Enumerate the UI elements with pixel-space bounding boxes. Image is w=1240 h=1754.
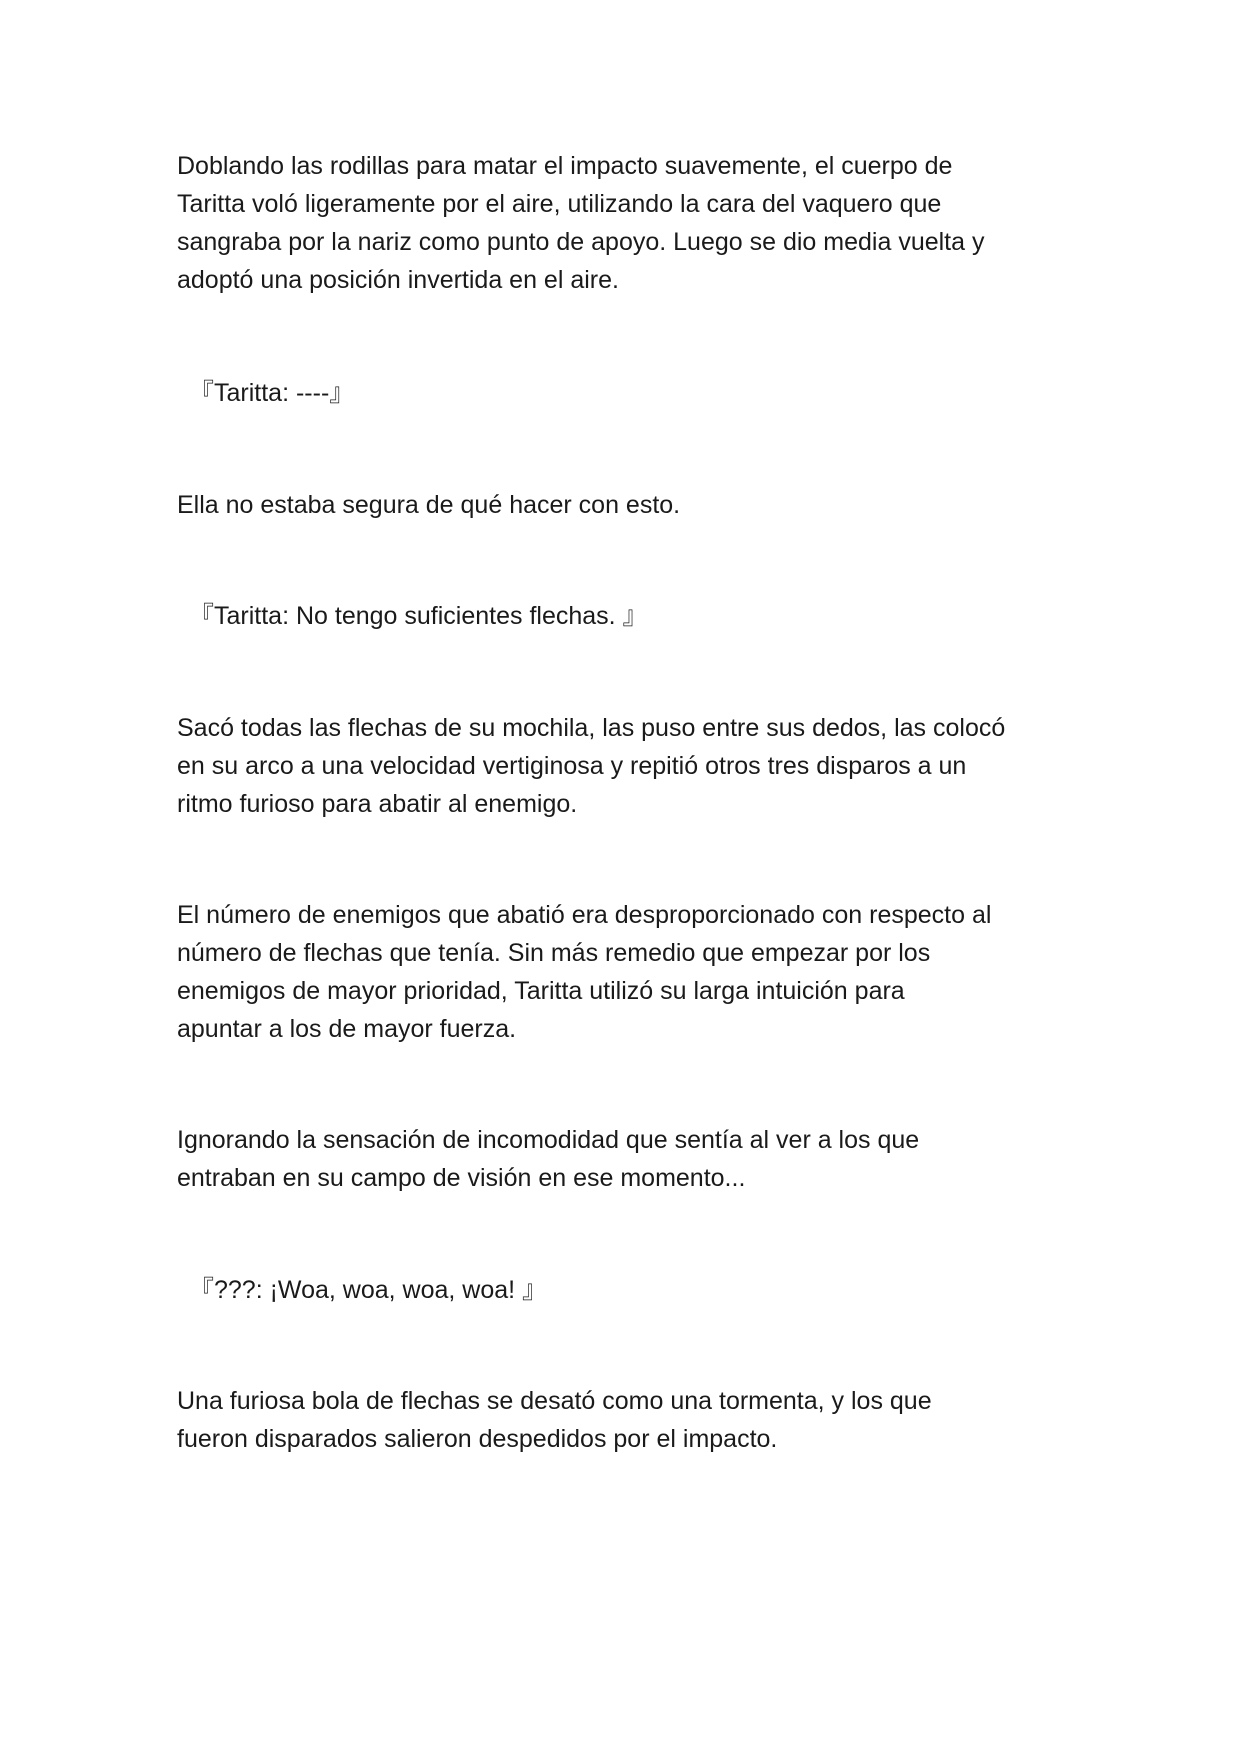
dialogue-line: 『Taritta: ----』 <box>189 379 355 407</box>
paragraph-line: ritmo furioso para abatir al enemigo. <box>177 790 578 818</box>
paragraph-line: apuntar a los de mayor fuerza. <box>177 1015 517 1043</box>
paragraph-line: Ella no estaba segura de qué hacer con esto. <box>177 491 681 519</box>
paragraph-line: en su arco a una velocidad vertiginosa y repitió otros tres disparos a un <box>177 752 967 780</box>
paragraph-line: Taritta voló ligeramente por el aire, utilizando la cara del vaquero que <box>177 190 942 218</box>
paragraph-5 <box>177 1121 1077 1197</box>
paragraph-line: Una furiosa bola de flechas se desató como una tormenta, y los que <box>177 1387 932 1415</box>
paragraph-line: Ignorando la sensación de incomodidad que sentía al ver a los que <box>177 1126 920 1154</box>
dialogue-unknown <box>189 1271 1089 1309</box>
paragraph-line: enemigos de mayor prioridad, Taritta utilizó su larga intuición para <box>177 977 905 1005</box>
paragraph-4 <box>177 896 1077 1048</box>
paragraph-line: número de flechas que tenía. Sin más remedio que empezar por los <box>177 939 931 967</box>
dialogue-line: 『???: ¡Woa, woa, woa, woa! 』 <box>189 1276 548 1304</box>
paragraph-line: fueron disparados salieron despedidos por el impacto. <box>177 1425 778 1453</box>
paragraph-line: Doblando las rodillas para matar el impacto suavemente, el cuerpo de <box>177 152 953 180</box>
paragraph-line: adoptó una posición invertida en el aire. <box>177 266 619 294</box>
paragraph-6 <box>177 1382 1077 1458</box>
paragraph-2 <box>177 486 1077 524</box>
paragraph-3 <box>177 709 1077 823</box>
paragraph-line: El número de enemigos que abatió era desproporcionado con respecto al <box>177 901 992 929</box>
paragraph-line: entraban en su campo de visión en ese momento... <box>177 1164 746 1192</box>
dialogue-line: 『Taritta: No tengo suficientes flechas. 』 <box>189 602 648 630</box>
dialogue-taritta-1 <box>189 374 1089 412</box>
paragraph-1 <box>177 147 1077 299</box>
paragraph-line: sangraba por la nariz como punto de apoyo. Luego se dio media vuelta y <box>177 228 985 256</box>
paragraph-line: Sacó todas las flechas de su mochila, las puso entre sus dedos, las colocó <box>177 714 1006 742</box>
dialogue-taritta-2 <box>189 597 1089 635</box>
